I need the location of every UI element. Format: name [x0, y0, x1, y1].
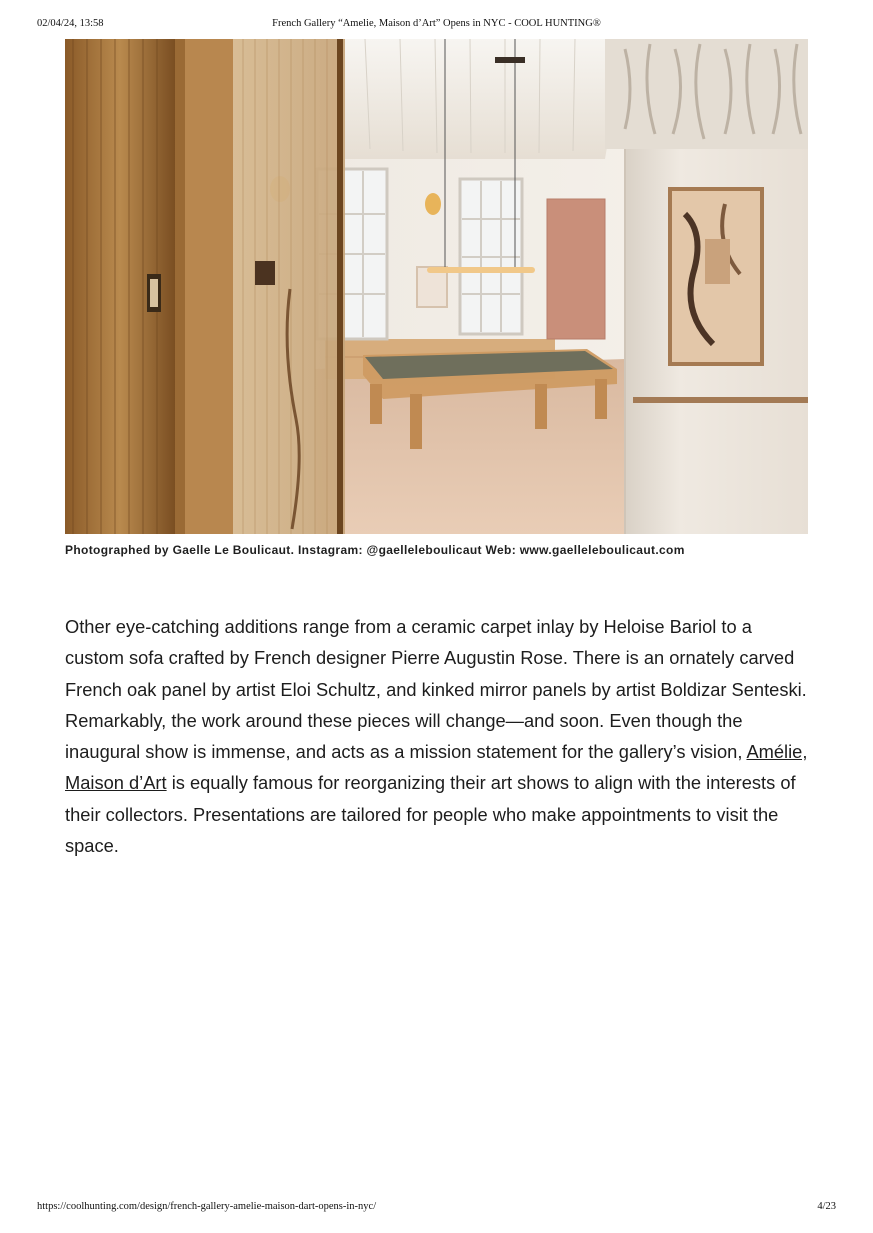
paragraph-text-before-link: Other eye-catching additions range from a ceramic carpet inlay by Heloise Bariol to a custom sofa crafted by French designer Pierre Augustin Rose. There is an ornately carved French oak panel by artist Eloi Schultz, and kinked mirror panels by artist Boldizar Senteski. Remarkably, the work around these pieces will change—and soon. Even though the inaugural show is immense, and acts as a mission statement for the gallery’s vision, [65, 616, 807, 763]
print-header [37, 18, 836, 34]
print-page-number: 4/23 [817, 1201, 836, 1212]
print-page-title: French Gallery “Amelie, Maison d’Art” Opens in NYC - COOL HUNTING® [272, 18, 601, 29]
paragraph-text-after-link: is equally famous for reorganizing their art shows to align with the interests of their collectors. Presentations are tailored for people who make appointments to visit the space. [65, 772, 796, 857]
article-body [65, 611, 815, 861]
article-paragraph [65, 611, 815, 861]
photo-caption: Photographed by Gaelle Le Boulicaut. Instagram: @gaelleleboulicaut Web: www.gaelleleboulicaut.com [65, 543, 685, 557]
print-datetime: 02/04/24, 13:58 [37, 18, 104, 29]
gallery-interior-photo [65, 39, 808, 534]
print-page-url: https://coolhunting.com/design/french-gallery-amelie-maison-dart-opens-in-nyc/ [37, 1201, 377, 1212]
print-footer [37, 1201, 836, 1217]
amelie-maison-dart-link[interactable]: Amélie, Maison d’Art [65, 741, 808, 794]
